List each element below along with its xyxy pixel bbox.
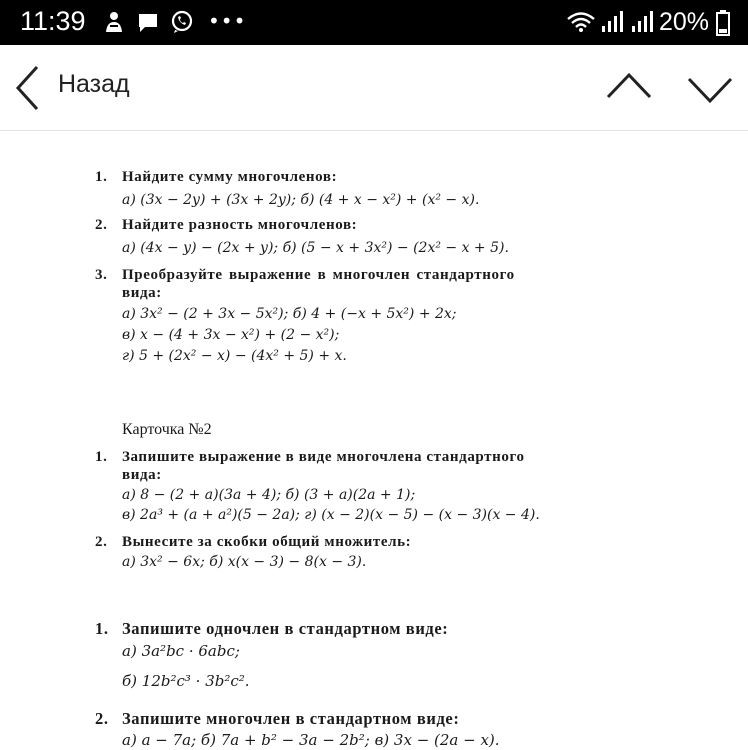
- task-3-item-v: в) x − (4 + 3x − x²) + (2 − x²);: [122, 327, 340, 343]
- viber-icon: [170, 10, 194, 39]
- task-1-text: Найдите сумму многочленов:: [122, 169, 338, 185]
- task-number: 2.: [95, 709, 109, 728]
- task-1-text: Запишите выражение в виде многочлена стандартного: [122, 449, 525, 465]
- chevron-down-icon: [686, 75, 734, 105]
- signal-1-icon: [600, 10, 624, 39]
- chevron-left-icon: [14, 65, 40, 111]
- task-1-items: а) (3x − 2y) + (3x + 2y); б) (4 + x − x²) + (x² − x).: [122, 192, 480, 208]
- task-1-items-ab: а) 8 − (2 + a)(3a + 4); б) (3 + a)(2a + 1);: [122, 487, 416, 503]
- wifi-icon: [566, 11, 596, 38]
- task-1-text: Запишите одночлен в стандартном виде:: [122, 619, 449, 638]
- task-2-items: а) a − 7a; б) 7a + b² − 3a − 2b²; в) 3x − (2a − x).: [122, 731, 500, 749]
- task-3-items-ab: а) 3x² − (2 + 3x − 5x²); б) 4 + (−x + 5x²) + 2x;: [122, 306, 457, 322]
- battery-percent: 20%: [659, 8, 710, 36]
- task-2-text: Вынесите за скобки общий множитель:: [122, 534, 412, 550]
- task-1-item-b: б) 12b²c³ · 3b²c².: [122, 672, 250, 690]
- message-icon: [137, 12, 159, 39]
- task-1-item-a: а) 3a²bc · 6abc;: [122, 642, 240, 660]
- document-view[interactable]: [0, 131, 748, 750]
- status-time: 11:39: [20, 6, 86, 36]
- back-label: Назад: [58, 70, 130, 98]
- task-3-text: Преобразуйте выражение в многочлен стандартного: [122, 267, 515, 283]
- task-2-text: Найдите разность многочленов:: [122, 217, 358, 233]
- task-number: 1.: [95, 169, 108, 185]
- previous-result-button[interactable]: [605, 71, 653, 101]
- task-2-items: а) 3x² − 6x; б) x(x − 3) − 8(x − 3).: [122, 554, 367, 570]
- navigation-bar: [0, 45, 748, 131]
- app-notification-icon: [103, 10, 125, 39]
- more-notifications-icon: •••: [208, 9, 247, 33]
- chevron-up-icon: [605, 71, 653, 101]
- next-result-button[interactable]: [686, 75, 734, 105]
- status-bar: [0, 0, 748, 45]
- task-number: 1.: [95, 449, 108, 465]
- task-2-items: а) (4x − y) − (2x + y); б) (5 − x + 3x²) − (2x² − x + 5).: [122, 240, 509, 256]
- task-1-text-cont: вида:: [122, 467, 162, 483]
- task-3-item-g: г) 5 + (2x² − x) − (4x² + 5) + x.: [122, 348, 347, 364]
- signal-2-icon: [630, 10, 654, 39]
- task-number: 2.: [95, 217, 108, 233]
- card-title: Карточка №2: [122, 421, 212, 438]
- battery-icon: [716, 10, 730, 41]
- task-3-text-cont: вида:: [122, 285, 162, 301]
- task-number: 1.: [95, 619, 109, 638]
- task-number: 3.: [95, 267, 108, 283]
- task-2-text: Запишите многочлен в стандартном виде:: [122, 709, 460, 728]
- task-1-items-vg: в) 2a³ + (a + a²)(5 − 2a); г) (x − 2)(x − 5) − (x − 3)(x − 4).: [122, 507, 540, 523]
- back-button[interactable]: [14, 65, 144, 110]
- task-number: 2.: [95, 534, 108, 550]
